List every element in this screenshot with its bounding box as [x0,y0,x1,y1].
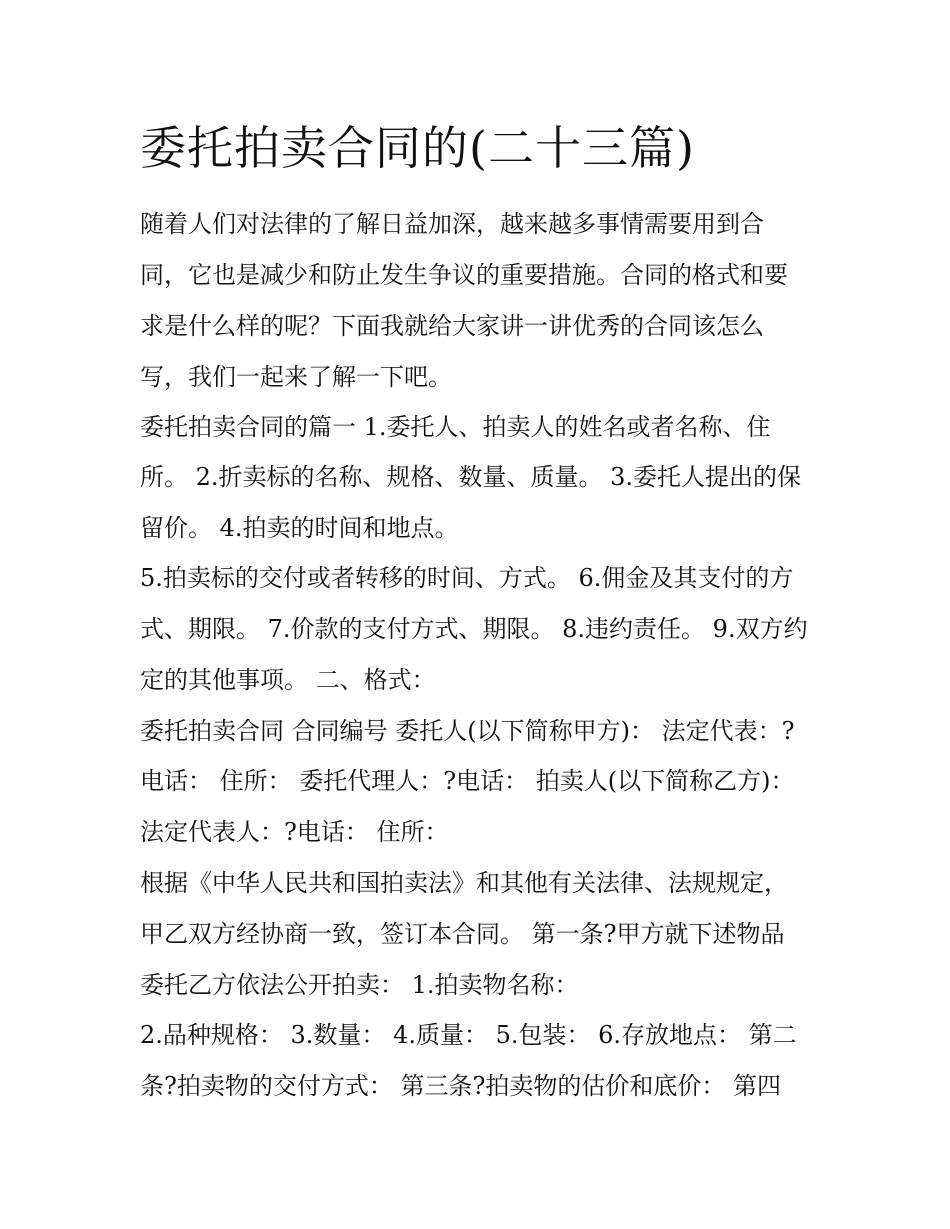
paragraph-line: 委托乙方依法公开拍卖： 1.拍卖物名称： [140,971,579,999]
paragraph-line: 所。 2.折卖标的名称、规格、数量、质量。 3.委托人提出的保 [140,463,802,491]
paragraph-line: 根据《中华人民共和国拍卖法》和其他有关法律、法规规定， [140,869,788,897]
paragraph-line: 写，我们一起来了解一下吧。 [140,363,452,391]
paragraph-line: 委托拍卖合同 合同编号 委托人(以下简称甲方)： 法定代表：? [140,717,795,745]
paragraph-line: 甲乙双方经协商一致，签订本合同。 第一条?甲方就下述物品 [140,920,785,948]
paragraph-line: 留价。 4.拍卖的时间和地点。 [140,514,459,542]
paragraph-line: 式、期限。 7.价款的支付方式、期限。 8.违约责任。 9.双方约 [140,615,808,643]
paragraph-line: 2.品种规格： 3.数量： 4.质量： 5.包装： 6.存放地点： 第二 [140,1021,797,1049]
paragraph-line: 随着人们对法律的了解日益加深，越来越多事情需要用到合 [140,210,764,238]
paragraph-line: 5.拍卖标的交付或者转移的时间、方式。 6.佣金及其支付的方 [140,564,794,592]
paragraph-line: 委托拍卖合同的篇一 1.委托人、拍卖人的姓名或者名称、住 [140,413,771,441]
page-title: 委托拍卖合同的(二十三篇) [140,121,695,175]
paragraph-line: 法定代表人：?电话： 住所： [140,818,449,846]
paragraph-line: 电话： 住所： 委托代理人：?电话： 拍卖人(以下简称乙方)： [140,767,795,795]
paragraph-line: 定的其他事项。 二、格式： [140,666,436,694]
paragraph-line: 求是什么样的呢？下面我就给大家讲一讲优秀的合同该怎么 [140,312,764,340]
paragraph-line: 条?拍卖物的交付方式： 第三条?拍卖物的估价和底价： 第四 [140,1072,781,1100]
paragraph-line: 同，它也是减少和防止发生争议的重要措施。合同的格式和要 [140,261,788,289]
